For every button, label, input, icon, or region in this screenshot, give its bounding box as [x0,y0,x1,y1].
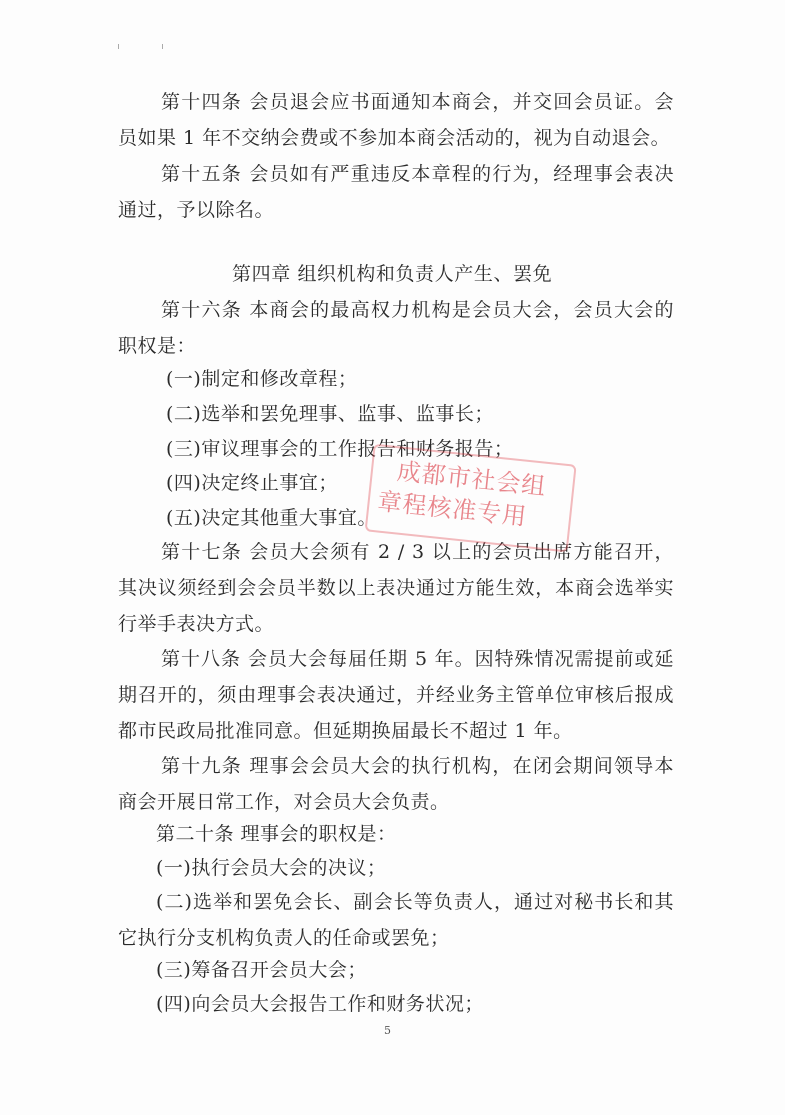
article-16-item: (四)决定终止事宜； [166,472,338,494]
article-16-item: (一)制定和修改章程； [166,368,358,390]
scan-mark [162,44,163,49]
article-18: 第十八条 会员大会每届任期 5 年。因特殊情况需提前或延期召开的，须由理事会表决通过，并经业务主管单位审核后报成都市民政局批准同意。但延期换届最长不超过 1 年。 [118,648,674,742]
page-number: 5 [384,1024,391,1037]
article-15: 第十五条 会员如有严重违反本章程的行为，经理事会表决通过，予以除名。 [118,163,674,221]
stamp-text-line-1: 成都市社会组 [395,457,548,501]
scan-mark [118,44,119,49]
article-16-item: (二)选举和罢免理事、监事、监事长； [166,403,494,425]
article-20-item: (一)执行会员大会的决议； [156,857,387,879]
article-19: 第十九条 理事会会员大会的执行机构，在闭会期间领导本商会开展日常工作，对会员大会负责。 [118,755,674,813]
article-16-item: (三)审议理事会的工作报告和财务报告； [166,438,514,460]
article-16-item: (五)决定其他重大事宜。 [166,507,377,529]
article-17: 第十七条 会员大会须有 2 / 3 以上的会员出席方能召开，其决议须经到会会员半数以上表决通过方能生效，本商会选举实行举手表决方式。 [118,541,674,635]
article-20: 第二十条 理事会的职权是： [156,823,397,845]
article-16: 第十六条 本商会的最高权力机构是会员大会，会员大会的职权是： [118,299,674,357]
stamp-text-line-2: 章程核准专用 [376,487,529,531]
article-20-item: (二)选举和罢免会长、副会长等负责人，通过对秘书长和其它执行分支机构负责人的任命或罢免； [118,891,674,949]
article-14: 第十四条 会员退会应书面通知本商会，并交回会员证。会员如果 1 年不交纳会费或不参加本商会活动的，视为自动退会。 [118,91,674,149]
article-20-item: (三)筹备召开会员大会； [156,959,367,981]
article-20-item: (四)向会员大会报告工作和财务状况； [156,993,484,1015]
chapter-title: 第四章 组织机构和负责人产生、罢免 [232,263,553,285]
